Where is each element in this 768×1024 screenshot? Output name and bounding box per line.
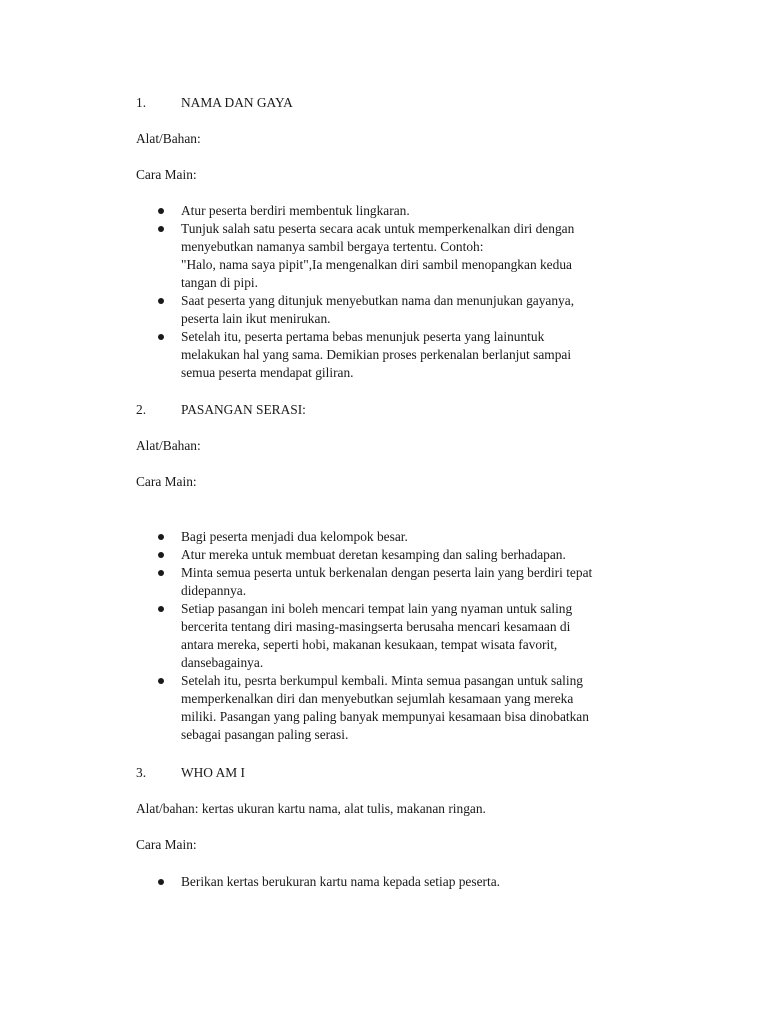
bullet-icon: [158, 552, 164, 558]
list-item: Setelah itu, pesrta berkumpul kembali. Minta semua pasangan untuk saling memperkenalkan diri dan menyebutkan sejumlah kesamaan yang mereka miliki. Pasangan yang paling banyak mempunyai kesamaan bisa dinobatkan sebagai pasangan paling serasi.: [136, 672, 656, 744]
bullet-icon: [158, 606, 164, 612]
list-item: Tunjuk salah satu peserta secara acak untuk memperkenalkan diri dengan menyebutkan namanya sambil bergaya tertentu. Contoh: "Halo, nama saya pipit",Ia mengenalkan diri sambil menopangkan kedua tangan di pipi.: [136, 220, 656, 292]
section-title: NAMA DAN GAYA: [181, 95, 293, 110]
section-title: PASANGAN SERASI:: [181, 402, 306, 417]
section-1-bullet-list: [136, 202, 656, 382]
bullet-icon: [158, 226, 164, 232]
list-item: Berikan kertas berukuran kartu nama kepada setiap peserta.: [136, 873, 656, 891]
section-1-howto: Cara Main:: [136, 167, 197, 182]
section-2-materials: Alat/Bahan:: [136, 438, 201, 453]
list-item: Atur mereka untuk membuat deretan kesamping dan saling berhadapan.: [136, 546, 656, 564]
list-item: Setelah itu, peserta pertama bebas menunjuk peserta yang lainuntuk melakukan hal yang sama. Demikian proses perkenalan berlanjut sampai semua peserta mendapat giliran.: [136, 328, 656, 382]
section-3-materials: Alat/bahan: kertas ukuran kartu nama, alat tulis, makanan ringan.: [136, 801, 486, 816]
list-item: Saat peserta yang ditunjuk menyebutkan nama dan menunjukan gayanya, peserta lain ikut menirukan.: [136, 292, 656, 328]
section-3-bullet-list: [136, 873, 656, 891]
bullet-icon: [158, 678, 164, 684]
bullet-icon: [158, 570, 164, 576]
list-item: Minta semua peserta untuk berkenalan dengan peserta lain yang berdiri tepat didepannya.: [136, 564, 656, 600]
section-number: 2.: [136, 402, 147, 417]
section-title: WHO AM I: [181, 765, 245, 780]
bullet-icon: [158, 534, 164, 540]
section-number: 3.: [136, 765, 147, 780]
section-number: 1.: [136, 95, 147, 110]
section-2-bullet-list: [136, 528, 656, 744]
bullet-icon: [158, 879, 164, 885]
section-1-materials: Alat/Bahan:: [136, 131, 201, 146]
list-item: Setiap pasangan ini boleh mencari tempat lain yang nyaman untuk saling bercerita tentang diri masing-masingserta berusaha mencari kesamaan di antara mereka, seperti hobi, makanan kesukaan, tempat wisata favorit, dansebagainya.: [136, 600, 656, 672]
bullet-icon: [158, 208, 164, 214]
list-item: Bagi peserta menjadi dua kelompok besar.: [136, 528, 656, 546]
section-2-howto: Cara Main:: [136, 474, 197, 489]
list-item: Atur peserta berdiri membentuk lingkaran.: [136, 202, 656, 220]
bullet-icon: [158, 334, 164, 340]
section-3-howto: Cara Main:: [136, 837, 197, 852]
bullet-icon: [158, 298, 164, 304]
